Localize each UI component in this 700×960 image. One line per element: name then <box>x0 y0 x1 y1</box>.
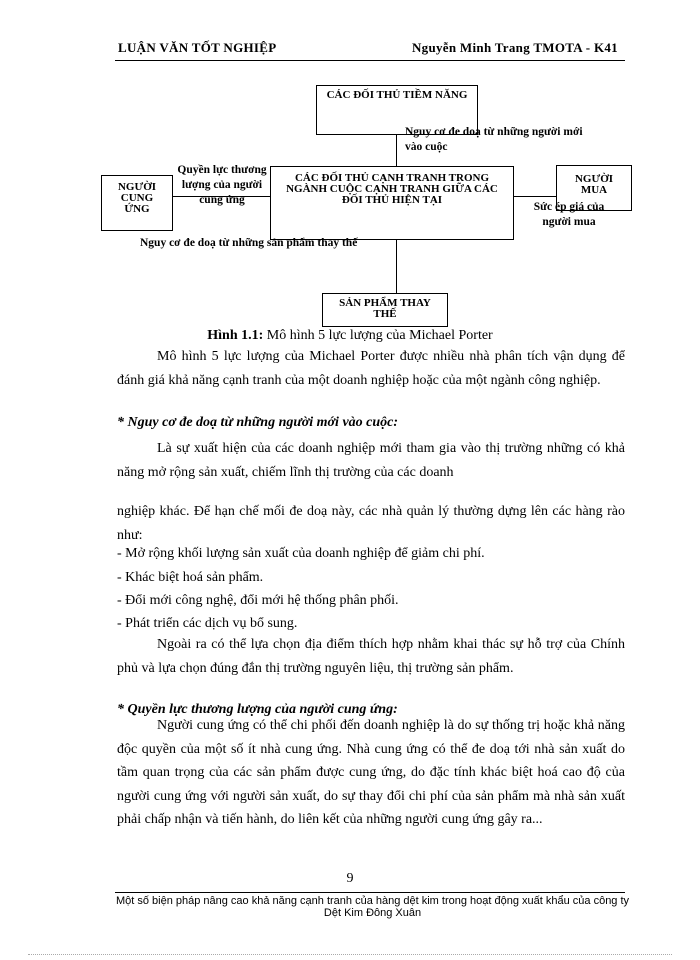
label-buyer-pressure: Sức ép giá của người mua <box>533 201 605 228</box>
box-buyers: NGƯỜI MUA <box>556 165 632 211</box>
heading-new-entrants: * Nguy cơ đe doạ từ những người mới vào cuộc: <box>117 415 399 430</box>
figure-caption-number: Hình 1.1: <box>207 328 264 343</box>
list-item: - Mở rộng khối lượng sản xuất của doanh nghiệp để giảm chi phí. <box>117 546 485 561</box>
paragraph-intro: Mô hình 5 lực lượng của Michael Porter được nhiều nhà phân tích vận dụng để đánh giá khả năng cạnh tranh của một doanh nghiệp hoặc của một ngành công nghiệp. <box>117 349 625 388</box>
heading-supplier-power: * Quyền lực thương lượng của người cung ứng: <box>117 702 398 717</box>
connector-top <box>396 134 397 166</box>
header-right-author: Nguyễn Minh Trang TMOTA - K41 <box>411 40 618 55</box>
header-left-title: LUẬN VĂN TỐT NGHIỆP <box>118 40 277 55</box>
list-item: - Khác biệt hoá sản phẩm. <box>117 570 264 585</box>
paragraph-barriers: nghiệp khác. Để hạn chế mối đe doạ này, các nhà quản lý thường dựng lên các hàng rào như: <box>117 504 625 543</box>
box-substitute-products: SẢN PHẨM THAY THẾ <box>322 293 448 327</box>
page-bottom-dotted-line <box>28 954 672 955</box>
list-item: - Đổi mới công nghệ, đổi mới hệ thống phân phối. <box>117 593 399 608</box>
paragraph-supplier-power: Người cung ứng có thể chi phối đến doanh nghiệp là do sự thống trị hoặc khả năng độc quyền của một số ít nhà cung ứng. Nhà cung ứng có thể đe doạ tới nhà sản xuất do tầm quan trọng của các sản phẩm được cung ứng, do đặc tính khác biệt hoá cao độ của người cung ứng với người sản xuất, do sự thay đổi chi phí của sản phẩm mà nhà sản xuất phải chấp nhận và tiến hành, do liên kết của những người cung ứng gây ra... <box>117 718 625 828</box>
connector-bottom <box>396 240 397 294</box>
paragraph-new-entrants: Là sự xuất hiện của các doanh nghiệp mới tham gia vào thị trường những có khả năng mở rộng sản xuất, chiếm lĩnh thị trường của các doanh <box>117 441 625 480</box>
figure-caption <box>0 328 700 344</box>
paragraph-government-support: Ngoài ra có thể lựa chọn địa điểm thích hợp nhằm khai thác sự hỗ trợ của Chính phủ và lựa chọn đúng đắn thị trường nguyên liệu, thị trường sản phẩm. <box>117 637 625 676</box>
label-supplier-power: Quyền lực thương lượng của người cung ứng <box>177 164 267 206</box>
header-rule <box>115 60 625 61</box>
connector-right <box>514 196 556 197</box>
box-suppliers: NGƯỜI CUNG ỨNG <box>101 175 173 231</box>
footer-thesis-title: Một số biện pháp nâng cao khả năng cạnh tranh của hàng dệt kim trong hoạt động xuất khẩu của công ty Dệt Kim Đông Xuân <box>115 895 630 919</box>
footer-rule <box>115 892 625 893</box>
label-threat-substitutes: Nguy cơ đe doạ từ những sản phẩm thay thế <box>140 237 358 249</box>
box-industry-competitors: CÁC ĐỐI THỦ CẠNH TRANH TRONG NGÀNH CUỘC CẠNH TRANH GIỮA CÁC ĐỐI THỦ HIỆN TẠI <box>270 166 514 240</box>
label-threat-new-entrants: Nguy cơ đe doạ từ những người mới vào cuộc <box>405 126 583 153</box>
figure-caption-text: Mô hình 5 lực lượng của Michael Porter <box>263 328 493 343</box>
page-number: 9 <box>346 871 354 886</box>
box-potential-competitors: CÁC ĐỐI THỦ TIỀM NĂNG <box>316 85 478 135</box>
list-item: - Phát triển các dịch vụ bổ sung. <box>117 616 298 631</box>
